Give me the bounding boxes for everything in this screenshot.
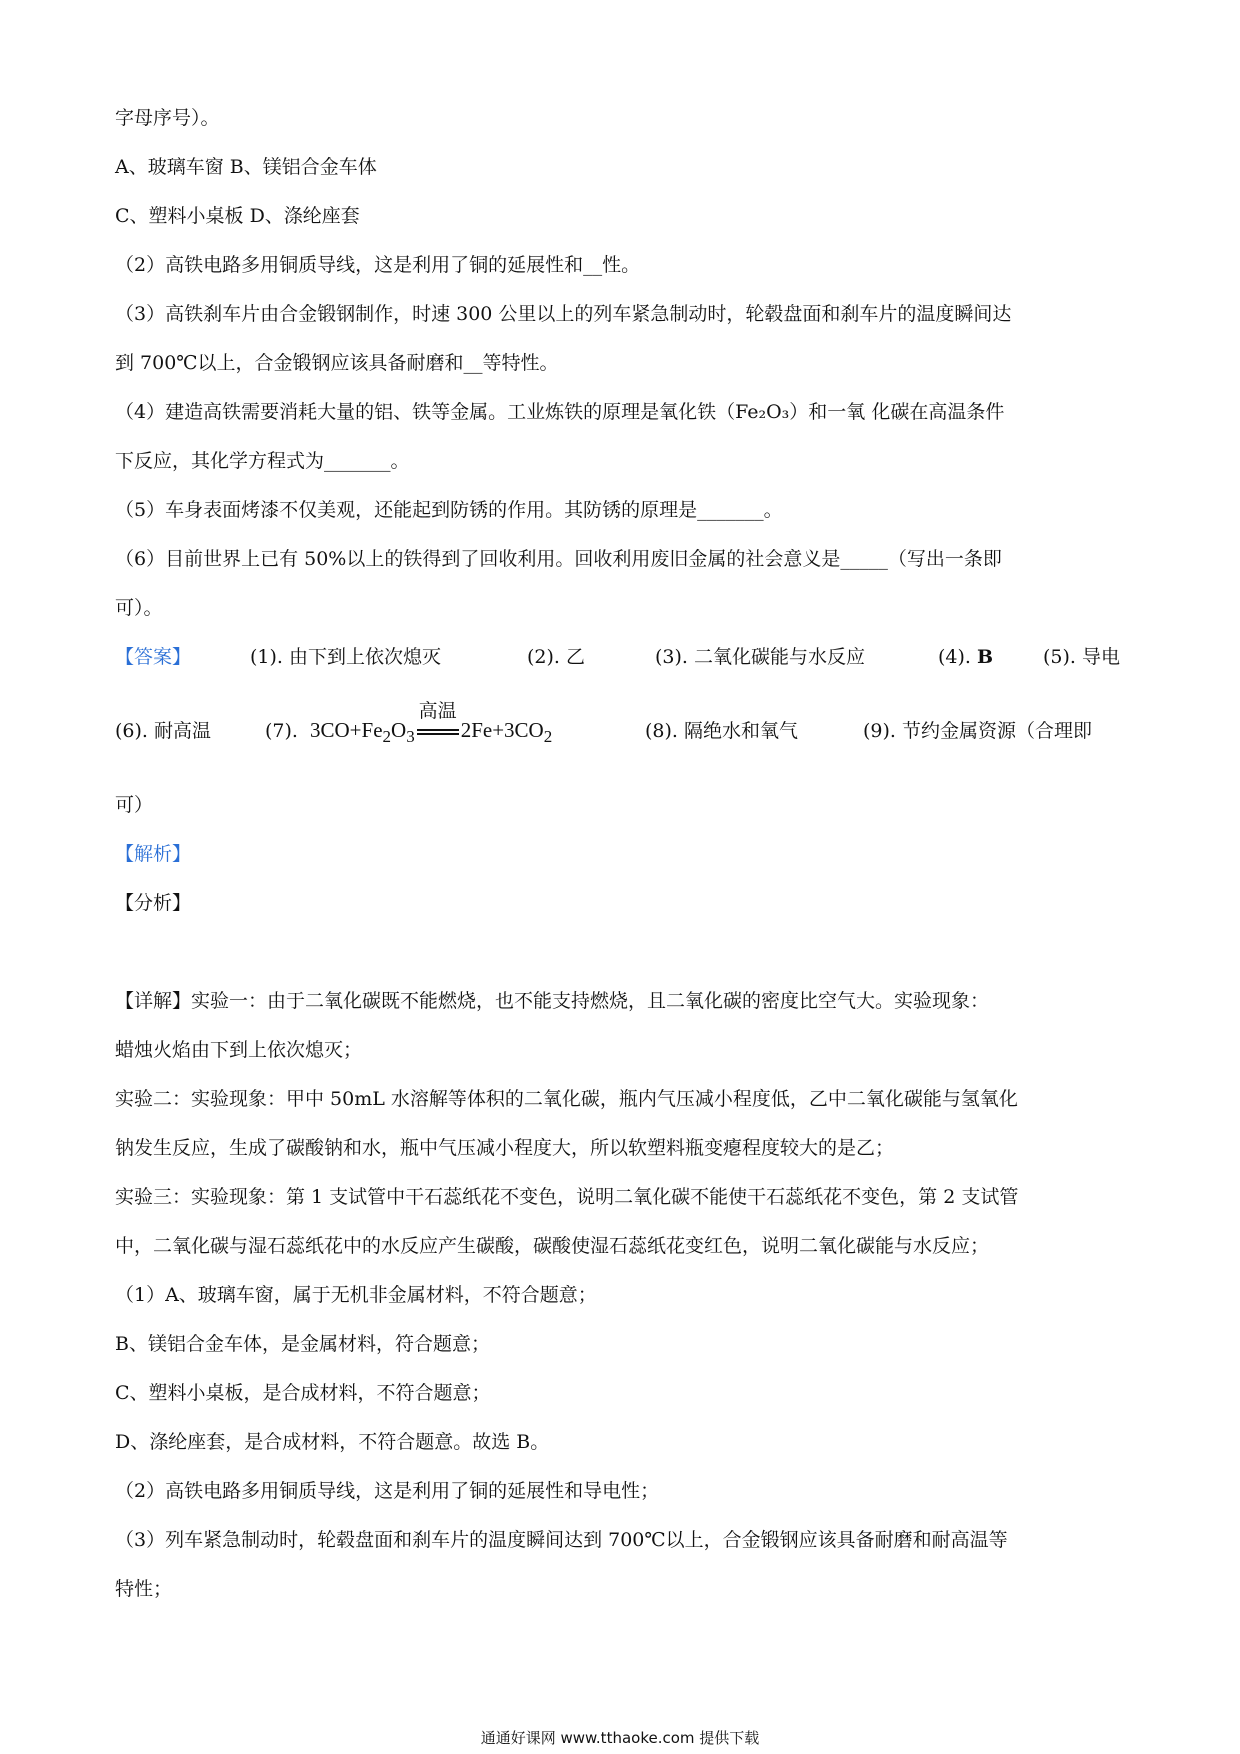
analysis-subtag: 【分析】	[115, 892, 192, 914]
question-3-cont: 到 700℃以上，合金锻钢应该具备耐磨和__等特性。	[115, 352, 559, 374]
detail-line: （2）高铁电路多用铜质导线，这是利用了铜的延展性和导电性；	[115, 1480, 660, 1502]
answer-1: (1). 由下到上依次熄灭	[250, 646, 441, 668]
detail-line: 中，二氧化碳与湿石蕊纸花中的水反应产生碳酸，碳酸使湿石蕊纸花变红色，说明二氧化碳能与水反应；	[115, 1235, 990, 1257]
answer-5: (5). 导电	[1043, 646, 1120, 668]
equation-arrow	[415, 701, 461, 747]
question-line: 字母序号）。	[115, 107, 220, 129]
analysis-tag: 【解析】	[115, 843, 192, 865]
detail-line: D、涤纶座套，是合成材料，不符合题意。故选 B。	[115, 1431, 550, 1453]
option-line-ab: A、玻璃车窗 B、镁铝合金车体	[115, 156, 377, 178]
equation-left: 3CO+Fe	[310, 718, 383, 742]
answer-7-number: (7).	[265, 720, 298, 742]
detail-line: 特性；	[115, 1578, 173, 1600]
answer-9: (9). 节约金属资源（合理即	[863, 720, 1092, 742]
answer-6: (6). 耐高温	[115, 720, 211, 742]
question-6: （6）目前世界上已有 50%以上的铁得到了回收利用。回收利用废旧金属的社会意义是_____（写出一条即	[115, 548, 1002, 570]
answer-9-cont: 可）	[115, 794, 154, 816]
answer-2: (2). 乙	[527, 646, 585, 668]
chemical-equation	[310, 701, 553, 752]
equation-condition: 高温	[418, 701, 457, 723]
page-footer: 通通好课网 www.tthaoke.com 提供下载	[480, 1729, 760, 1747]
detail-line: B、镁铝合金车体，是金属材料，符合题意；	[115, 1333, 490, 1355]
question-6-cont: 可）。	[115, 597, 163, 619]
question-2: （2）高铁电路多用铜质导线，这是利用了铜的延展性和__性。	[115, 254, 641, 276]
question-3: （3）高铁刹车片由合金锻钢制作，时速 300 公里以上的列车紧急制动时，轮毂盘面和刹车片的温度瞬间达	[115, 303, 1012, 325]
detail-line: （3）列车紧急制动时，轮毂盘面和刹车片的温度瞬间达到 700℃以上，合金锻钢应该具备耐磨和耐高温等	[115, 1529, 1008, 1551]
answer-4-value: B	[977, 646, 994, 668]
detail-line: 实验三：实验现象：第 1 支试管中干石蕊纸花不变色，说明二氧化碳不能使干石蕊纸花不变色，第 2 支试管	[115, 1186, 1019, 1208]
detail-line: 实验二：实验现象：甲中 50mL 水溶解等体积的二氧化碳，瓶内气压减小程度低，乙中二氧化碳能与氢氧化	[115, 1088, 1018, 1110]
detail-line: （1）A、玻璃车窗，属于无机非金属材料，不符合题意；	[115, 1284, 597, 1306]
equation-sub: 2	[382, 727, 392, 747]
answer-3: (3). 二氧化碳能与水反应	[655, 646, 865, 668]
equation-oxygen: O	[391, 718, 407, 742]
equation-bar	[417, 733, 459, 735]
answer-4-number: (4).	[938, 646, 971, 668]
question-5: （5）车身表面烤漆不仅美观，还能起到防锈的作用。其防锈的原理是_______。	[115, 499, 783, 521]
equation-right: 2Fe+3CO	[460, 718, 544, 742]
equation-sub: 2	[543, 727, 553, 747]
equation-sub: 3	[406, 727, 415, 747]
question-4-cont: 下反应，其化学方程式为_______。	[115, 450, 410, 472]
detail-line: C、塑料小桌板，是合成材料，不符合题意；	[115, 1382, 491, 1404]
detail-line: 蜡烛火焰由下到上依次熄灭；	[115, 1039, 363, 1061]
equation-bar	[417, 729, 459, 731]
option-line-cd: C、塑料小桌板 D、涤纶座套	[115, 205, 360, 227]
answer-tag: 【答案】	[115, 646, 192, 668]
detail-line: 钠发生反应，生成了碳酸钠和水，瓶中气压减小程度大，所以软塑料瓶变瘪程度较大的是乙；	[115, 1137, 895, 1159]
answer-4	[938, 642, 993, 672]
answer-8: (8). 隔绝水和氧气	[645, 720, 798, 742]
question-4: （4）建造高铁需要消耗大量的铝、铁等金属。工业炼铁的原理是氧化铁（Fe₂O₃）和一氧 化碳在高温条件	[115, 401, 1005, 423]
detail-line: 【详解】实验一：由于二氧化碳既不能燃烧，也不能支持燃烧，且二氧化碳的密度比空气大。实验现象：	[115, 990, 990, 1012]
